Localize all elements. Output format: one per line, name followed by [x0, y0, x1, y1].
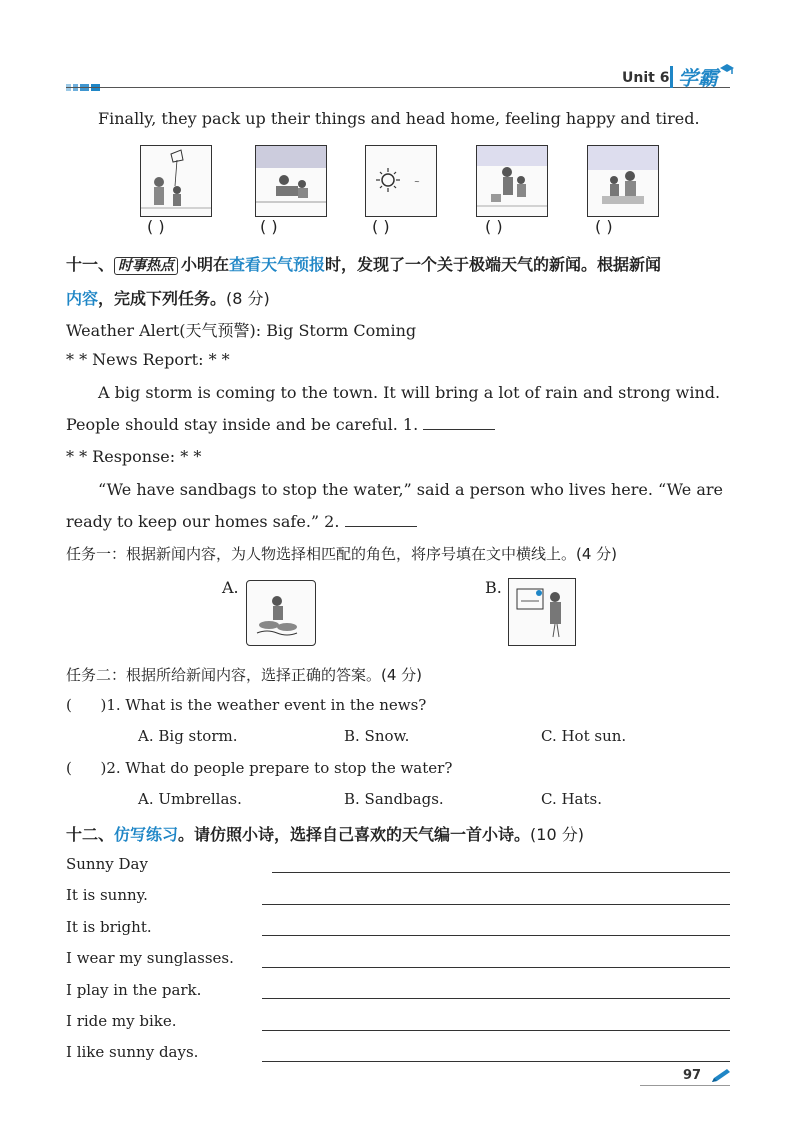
writing-line-7[interactable] — [262, 1061, 730, 1062]
picture-answer-5[interactable]: ( ) — [595, 217, 613, 236]
response-label: * * Response: * * — [66, 447, 202, 466]
picture-answer-3[interactable]: ( ) — [372, 217, 390, 236]
unit-label: Unit 6 — [622, 70, 670, 86]
section12-number: 十二、 — [66, 825, 115, 844]
section11-heading-line2: 内容，完成下列任务。(8 分) — [66, 289, 270, 308]
writing-line-5[interactable] — [262, 998, 730, 999]
task2-instruction: 任务二：根据所给新闻内容，选择正确的答案。(4 分) — [66, 666, 423, 684]
question-1: ( )1. What is the weather event in the news? — [66, 696, 427, 714]
logo: 学霸 — [678, 66, 718, 90]
section11-score: (8 分) — [226, 289, 270, 308]
response-line-2: ready to keep our homes safe.” 2. — [66, 512, 417, 531]
intro-sentence: Finally, they pack up their things and head home, feeling happy and tired. — [98, 109, 700, 128]
question-2: ( )2. What do people prepare to stop the water? — [66, 759, 453, 777]
q1-option-c[interactable]: C. Hot sun. — [541, 727, 627, 745]
picture-kite-family — [140, 145, 212, 217]
response-line-1: “We have sandbags to stop the water,” said a person who lives here. “We are — [98, 480, 723, 499]
q1-option-b[interactable]: B. Snow. — [344, 727, 410, 745]
picture-picnic — [587, 145, 659, 217]
section11-number: 十一、 — [66, 255, 115, 274]
task1-instruction: 任务一：根据新闻内容，为人物选择相匹配的角色，将序号填在文中横线上。(4 分) — [66, 545, 618, 563]
section12-heading: 十二、仿写练习。请仿照小诗，选择自己喜欢的天气编一首小诗。(10 分) — [66, 825, 584, 844]
question-2-paren[interactable]: ( ) — [66, 759, 107, 777]
option-b-picture-reporter — [508, 578, 576, 646]
picture-sun-weather — [365, 145, 437, 217]
page-number: 97 — [683, 1068, 702, 1083]
writing-line-4[interactable] — [262, 967, 730, 968]
logo-cap-icon — [720, 60, 734, 79]
header-decoration — [66, 76, 110, 84]
keyword-weather-forecast: 查看天气预报 — [229, 255, 326, 274]
writing-line-2[interactable] — [262, 904, 730, 905]
writing-line-1[interactable] — [272, 872, 730, 873]
hot-topic-tag: 时事热点 — [114, 257, 178, 275]
option-b-label: B. — [485, 578, 502, 597]
news-line-1: A big storm is coming to the town. It will bring a lot of rain and strong wind. — [98, 383, 721, 402]
poem-line-5: I play in the park. — [66, 981, 202, 999]
poem-line-4: I wear my sunglasses. — [66, 949, 234, 967]
news-report-label: * * News Report: * * — [66, 350, 230, 369]
question-1-paren[interactable]: ( ) — [66, 696, 107, 714]
pencil-icon — [710, 1068, 732, 1088]
picture-answer-1[interactable]: ( ) — [147, 217, 165, 236]
poem-line-2: It is sunny. — [66, 886, 148, 904]
option-a-label: A. — [222, 578, 239, 597]
q2-option-a[interactable]: A. Umbrellas. — [138, 790, 242, 808]
header-divider — [670, 66, 673, 88]
news-line-2: People should stay inside and be careful. 1. — [66, 415, 495, 434]
poem-line-1: Sunny Day — [66, 855, 148, 873]
q2-option-b[interactable]: B. Sandbags. — [344, 790, 444, 808]
section12-score: (10 分) — [530, 825, 584, 844]
writing-line-6[interactable] — [262, 1030, 730, 1031]
section11-heading-line1: 十一、 时事热点 小明在查看天气预报时，发现了一个关于极端天气的新闻。根据新闻 — [66, 255, 662, 274]
picture-packing-up — [476, 145, 548, 217]
q2-option-c[interactable]: C. Hats. — [541, 790, 602, 808]
option-a-picture-sandbags — [246, 580, 316, 646]
alert-title: Weather Alert(天气预警): Big Storm Coming — [66, 321, 417, 340]
poem-line-7: I like sunny days. — [66, 1043, 199, 1061]
poem-line-6: I ride my bike. — [66, 1012, 177, 1030]
q1-option-a[interactable]: A. Big storm. — [138, 727, 238, 745]
poem-line-3: It is bright. — [66, 918, 152, 936]
svg-text:~: ~ — [414, 178, 420, 186]
writing-line-3[interactable] — [262, 935, 730, 936]
news-answer-blank[interactable] — [423, 415, 495, 430]
response-answer-blank[interactable] — [345, 512, 417, 527]
header-rule — [66, 87, 730, 88]
picture-answer-4[interactable]: ( ) — [485, 217, 503, 236]
picture-answer-2[interactable]: ( ) — [260, 217, 278, 236]
picture-beach-rest — [255, 145, 327, 217]
